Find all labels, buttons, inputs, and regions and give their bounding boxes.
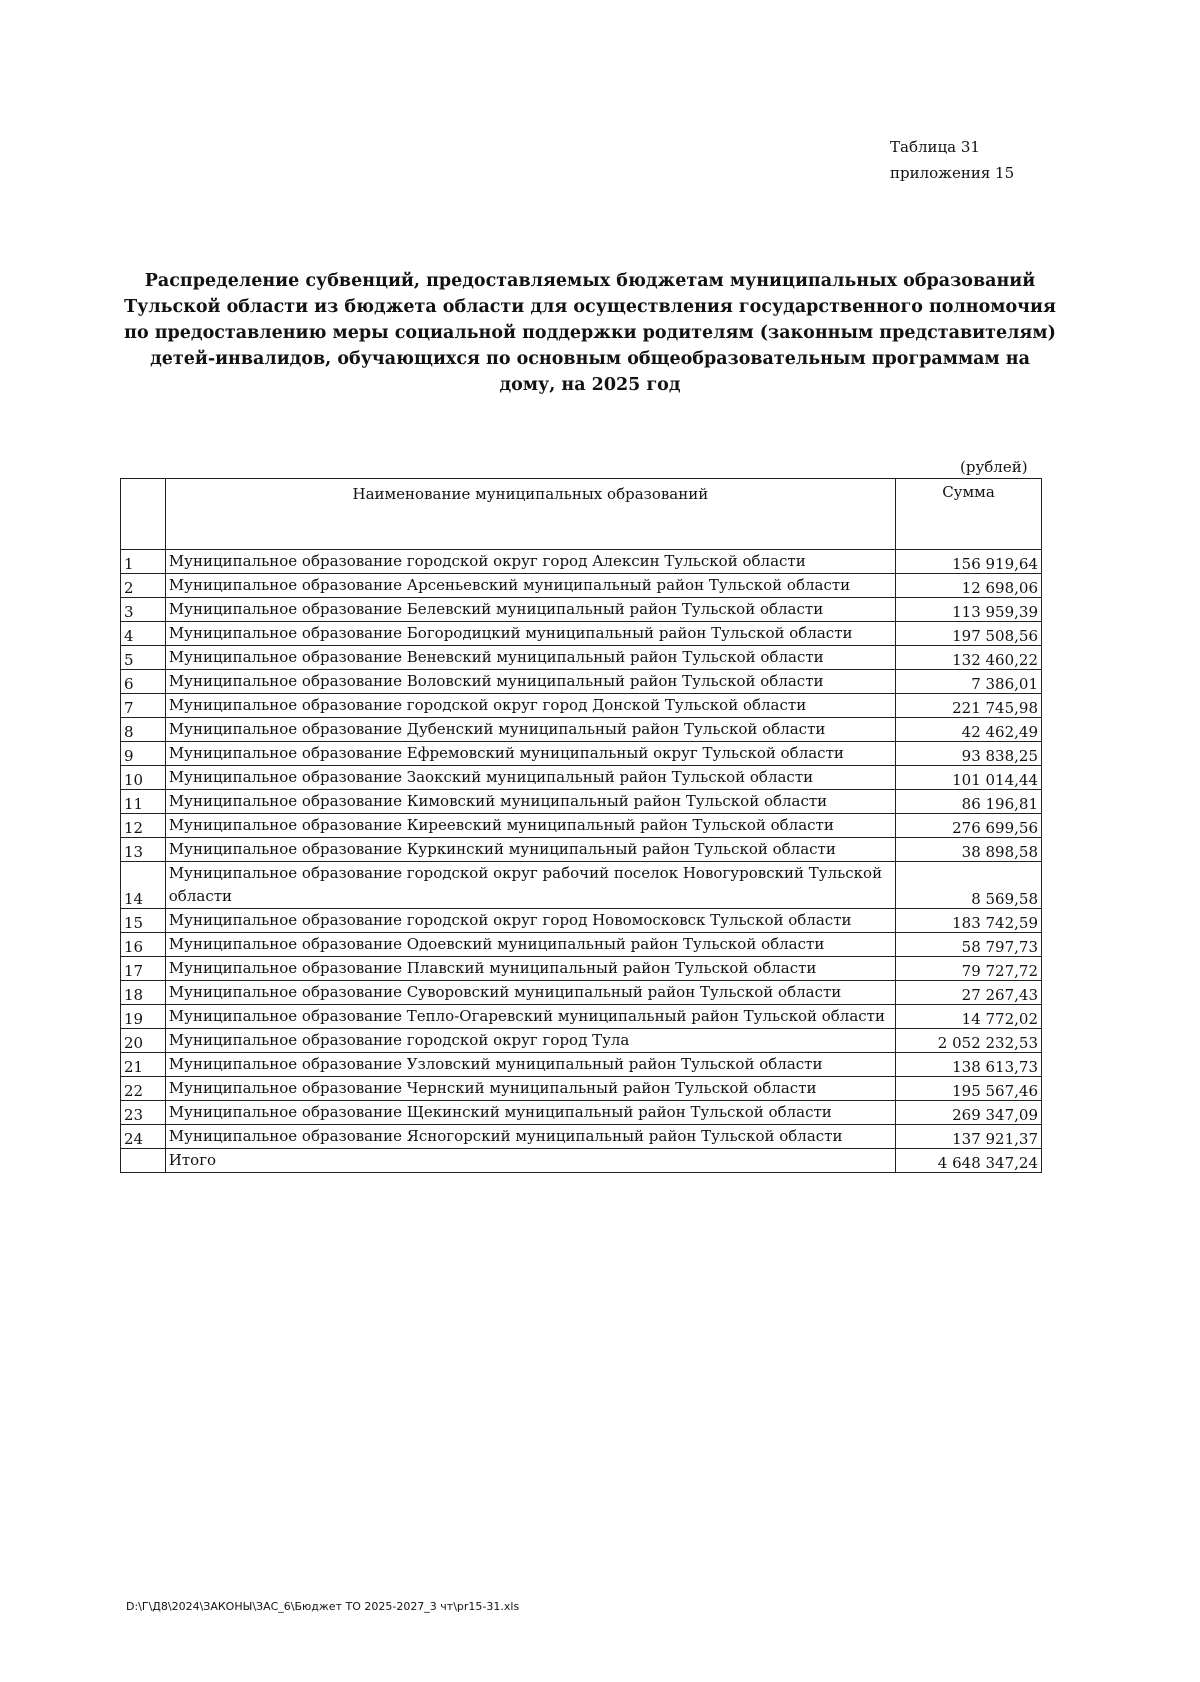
table-row: [121, 550, 1042, 574]
row-municipality-name: Муниципальное образование Белевский муниципальный район Тульской области: [165, 598, 895, 622]
table-row: [121, 766, 1042, 790]
row-number: 12: [121, 814, 166, 838]
appendix-number: приложения 15: [890, 164, 1015, 182]
header-sum-cell: Сумма: [895, 479, 1041, 550]
row-sum: 93 838,25: [895, 742, 1041, 766]
row-municipality-name: Муниципальное образование Суворовский муниципальный район Тульской области: [165, 981, 895, 1005]
row-municipality-name: Муниципальное образование городской округ город Алексин Тульской области: [165, 550, 895, 574]
row-sum: 137 921,37: [895, 1125, 1041, 1149]
row-municipality-name: Муниципальное образование Узловский муниципальный район Тульской области: [165, 1053, 895, 1077]
file-path-footer: D:\Г\Д8\2024\ЗАКОНЫ\ЗАС_6\Бюджет ТО 2025-2027_3 чт\pr15-31.xls: [126, 1600, 520, 1613]
row-municipality-name: Муниципальное образование Куркинский муниципальный район Тульской области: [165, 838, 895, 862]
row-number: 7: [121, 694, 166, 718]
row-municipality-name: Муниципальное образование Чернский муниципальный район Тульской области: [165, 1077, 895, 1101]
row-municipality-name: Муниципальное образование Киреевский муниципальный район Тульской области: [165, 814, 895, 838]
row-number: 10: [121, 766, 166, 790]
row-number: 2: [121, 574, 166, 598]
row-sum: 8 569,58: [895, 862, 1041, 909]
row-municipality-name: Муниципальное образование Щекинский муниципальный район Тульской области: [165, 1101, 895, 1125]
row-municipality-name: Муниципальное образование Ясногорский муниципальный район Тульской области: [165, 1125, 895, 1149]
row-municipality-name: Муниципальное образование Одоевский муниципальный район Тульской области: [165, 933, 895, 957]
row-number: 19: [121, 1005, 166, 1029]
table-row: [121, 742, 1042, 766]
table-row: [121, 574, 1042, 598]
row-sum: 156 919,64: [895, 550, 1041, 574]
header-number-cell: [121, 479, 166, 550]
table-number: Таблица 31: [890, 138, 980, 156]
table-row: [121, 790, 1042, 814]
row-municipality-name: Муниципальное образование Кимовский муниципальный район Тульской области: [165, 790, 895, 814]
row-sum: 195 567,46: [895, 1077, 1041, 1101]
row-number: 23: [121, 1101, 166, 1125]
row-number: 9: [121, 742, 166, 766]
row-sum: 221 745,98: [895, 694, 1041, 718]
table-header-row: [121, 479, 1042, 550]
table-reference: [890, 134, 1014, 186]
row-municipality-name: Муниципальное образование Плавский муниципальный район Тульской области: [165, 957, 895, 981]
row-municipality-name: Муниципальное образование городской округ рабочий поселок Новогуровский Тульской области: [165, 862, 895, 909]
table-row: [121, 957, 1042, 981]
row-sum: 7 386,01: [895, 670, 1041, 694]
row-sum: 101 014,44: [895, 766, 1041, 790]
row-number: 5: [121, 646, 166, 670]
row-municipality-name: Муниципальное образование Арсеньевский муниципальный район Тульской области: [165, 574, 895, 598]
subvention-table: [120, 478, 1042, 1173]
row-sum: 42 462,49: [895, 718, 1041, 742]
row-number: 17: [121, 957, 166, 981]
row-sum: 79 727,72: [895, 957, 1041, 981]
row-sum: 183 742,59: [895, 909, 1041, 933]
row-sum: 27 267,43: [895, 981, 1041, 1005]
row-number: 4: [121, 622, 166, 646]
row-sum: 276 699,56: [895, 814, 1041, 838]
total-row: [121, 1149, 1042, 1173]
total-label: Итого: [165, 1149, 895, 1173]
table-body: [121, 550, 1042, 1173]
document-title: Распределение субвенций, предоставляемых бюджетам муниципальных образований Тульской области из бюджета области для осуществления государственного полномочия по предоставлению меры социальной поддержки родителям (законным представителям) детей-инвалидов, обучающихся по основным общеобразовательным программам на дому, на 2025 год: [124, 271, 1056, 395]
row-municipality-name: Муниципальное образование Тепло-Огаревский муниципальный район Тульской области: [165, 1005, 895, 1029]
row-number: 11: [121, 790, 166, 814]
row-municipality-name: Муниципальное образование Богородицкий муниципальный район Тульской области: [165, 622, 895, 646]
total-number-cell: [121, 1149, 166, 1173]
table-row: [121, 1101, 1042, 1125]
table-row: [121, 622, 1042, 646]
table-row: [121, 862, 1042, 909]
table-row: [121, 718, 1042, 742]
row-number: 21: [121, 1053, 166, 1077]
row-sum: 269 347,09: [895, 1101, 1041, 1125]
total-sum: 4 648 347,24: [895, 1149, 1041, 1173]
units-label: (рублей): [960, 458, 1028, 476]
row-number: 1: [121, 550, 166, 574]
table-row: [121, 646, 1042, 670]
row-sum: 2 052 232,53: [895, 1029, 1041, 1053]
table-row: [121, 1029, 1042, 1053]
row-municipality-name: Муниципальное образование Веневский муниципальный район Тульской области: [165, 646, 895, 670]
row-municipality-name: Муниципальное образование Воловский муниципальный район Тульской области: [165, 670, 895, 694]
row-number: 8: [121, 718, 166, 742]
table-row: [121, 981, 1042, 1005]
row-sum: 38 898,58: [895, 838, 1041, 862]
row-sum: 113 959,39: [895, 598, 1041, 622]
row-municipality-name: Муниципальное образование Дубенский муниципальный район Тульской области: [165, 718, 895, 742]
row-sum: 132 460,22: [895, 646, 1041, 670]
row-number: 13: [121, 838, 166, 862]
row-municipality-name: Муниципальное образование Заокский муниципальный район Тульской области: [165, 766, 895, 790]
row-sum: 197 508,56: [895, 622, 1041, 646]
row-sum: 12 698,06: [895, 574, 1041, 598]
row-number: 24: [121, 1125, 166, 1149]
row-sum: 138 613,73: [895, 1053, 1041, 1077]
table-row: [121, 1005, 1042, 1029]
row-sum: 86 196,81: [895, 790, 1041, 814]
row-number: 14: [121, 862, 166, 909]
row-number: 6: [121, 670, 166, 694]
table-row: [121, 838, 1042, 862]
row-number: 18: [121, 981, 166, 1005]
row-municipality-name: Муниципальное образование городской округ город Донской Тульской области: [165, 694, 895, 718]
row-number: 16: [121, 933, 166, 957]
table-row: [121, 933, 1042, 957]
table-row: [121, 1077, 1042, 1101]
header-name-cell: Наименование муниципальных образований: [165, 479, 895, 550]
table-row: [121, 909, 1042, 933]
row-municipality-name: Муниципальное образование городской округ город Тула: [165, 1029, 895, 1053]
table-row: [121, 670, 1042, 694]
row-municipality-name: Муниципальное образование Ефремовский муниципальный округ Тульской области: [165, 742, 895, 766]
row-number: 20: [121, 1029, 166, 1053]
row-number: 15: [121, 909, 166, 933]
table-row: [121, 1053, 1042, 1077]
row-municipality-name: Муниципальное образование городской округ город Новомосковск Тульской области: [165, 909, 895, 933]
row-sum: 58 797,73: [895, 933, 1041, 957]
row-number: 22: [121, 1077, 166, 1101]
row-number: 3: [121, 598, 166, 622]
table-row: [121, 598, 1042, 622]
table-row: [121, 694, 1042, 718]
table-row: [121, 814, 1042, 838]
row-sum: 14 772,02: [895, 1005, 1041, 1029]
table-row: [121, 1125, 1042, 1149]
